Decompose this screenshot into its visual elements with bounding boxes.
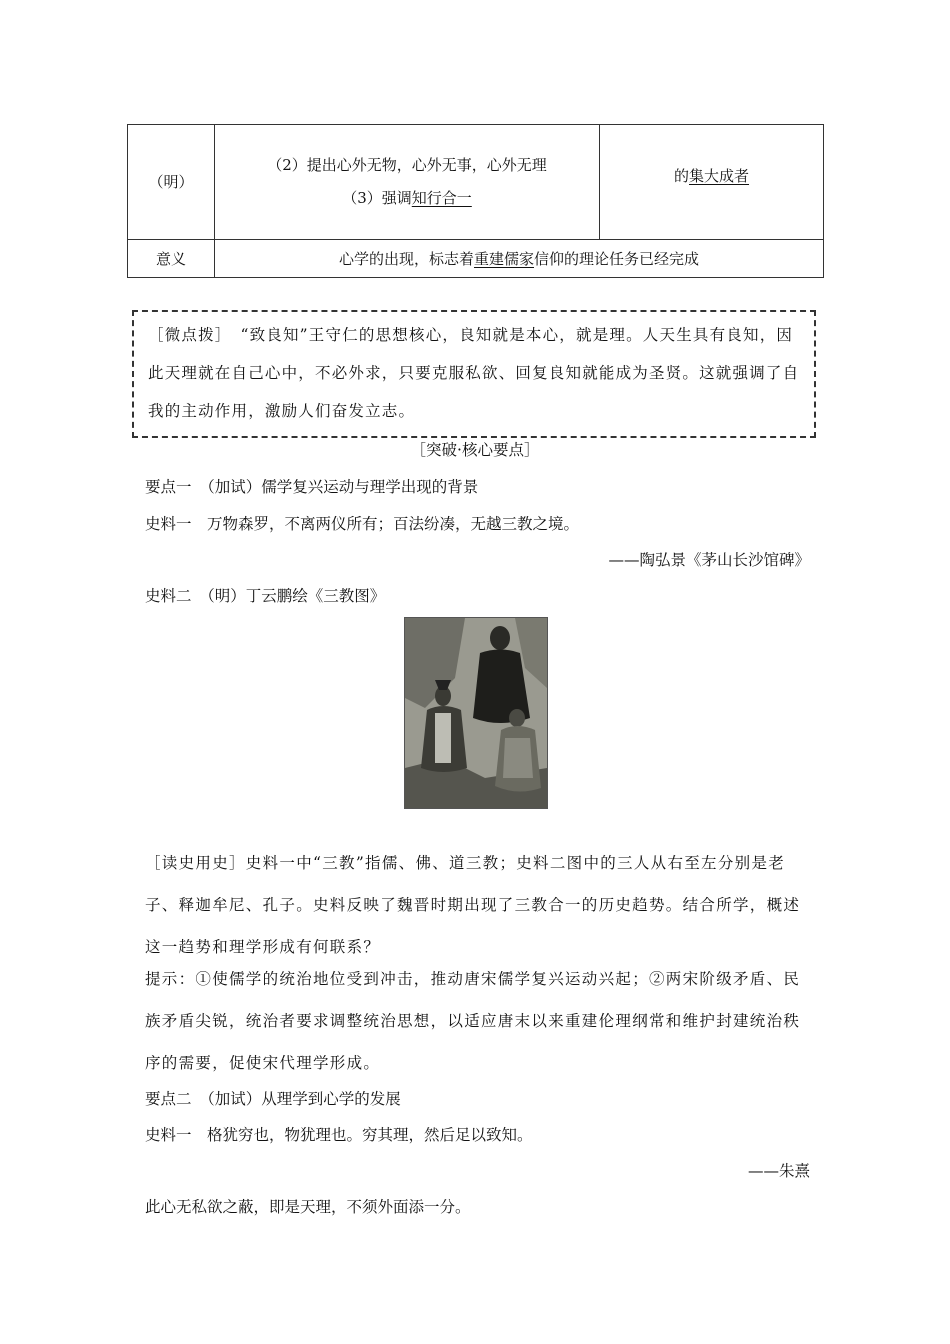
content-line-2: （3）强调知行合一	[342, 188, 472, 207]
underlined-term: 重建儒家	[473, 249, 534, 268]
point2-source1-attribution: ——朱熹	[747, 1162, 810, 1180]
reading-answer: 提示：①使儒学的统治地位受到冲击，推动唐宋儒学复兴运动兴起；②两宋阶级矛盾、民族矛盾尖锐，统治者要求调整统治思想，以适应唐末以来重建伦理纲常和维护封建统治秩序的需要，促使宋代理学形成。	[145, 970, 801, 1072]
dynasty-label: （明）	[148, 173, 194, 192]
painting-illustration	[405, 618, 547, 808]
point2-source1-continued: 此心无私欲之蔽，即是天理，不须外面添一分。	[145, 1198, 471, 1216]
underlined-term: 集大成者	[689, 167, 750, 185]
point2-source1: 史料一 格犹穷也，物犹理也。穷其理，然后足以致知。	[145, 1126, 533, 1144]
content-cell	[215, 125, 600, 240]
point1-source1-attribution: ——陶弘景《茅山长沙馆碑》	[608, 551, 810, 569]
underlined-term: 知行合一	[411, 188, 472, 207]
status-cell: 的集大成者	[600, 125, 824, 240]
content-line-1: （2）提出心外无物，心外无事，心外无理	[267, 155, 547, 174]
point2-heading: 要点二 （加试）从理学到心学的发展	[145, 1090, 401, 1108]
tip-box	[132, 310, 816, 438]
section-heading: ［突破·核心要点］	[410, 441, 540, 459]
point1-heading: 要点一 （加试）儒学复兴运动与理学出现的背景	[145, 478, 479, 496]
dynasty-cell	[128, 125, 215, 240]
three-teachings-painting	[404, 617, 548, 809]
meaning-label-cell: 意义	[128, 239, 215, 277]
tip-text: ［微点拨］ “致良知”王守仁的思想核心，良知就是本心，就是理。人天生具有良知，因此天理就在自己心中，不必外求，只要克服私欲、回复良知就能成为圣贤。这就强调了自我的主动作用，激励人们奋发立志。	[148, 326, 800, 420]
point1-source1: 史料一 万物森罗，不离两仪所有；百法纷凑，无越三教之境。	[145, 515, 580, 533]
reading-question: ［读史用史］史料一中“三教”指儒、佛、道三教；史料二图中的三人从右至左分别是老子、释迦牟尼、孔子。史料反映了魏晋时期出现了三教合一的历史趋势。结合所学，概述这一趋势和理学形成有何联系？	[145, 854, 801, 956]
summary-table	[127, 124, 824, 278]
point1-source2: 史料二 （明）丁云鹏绘《三教图》	[145, 587, 386, 605]
meaning-content-cell: 心学的出现，标志着重建儒家信仰的理论任务已经完成	[215, 239, 824, 277]
